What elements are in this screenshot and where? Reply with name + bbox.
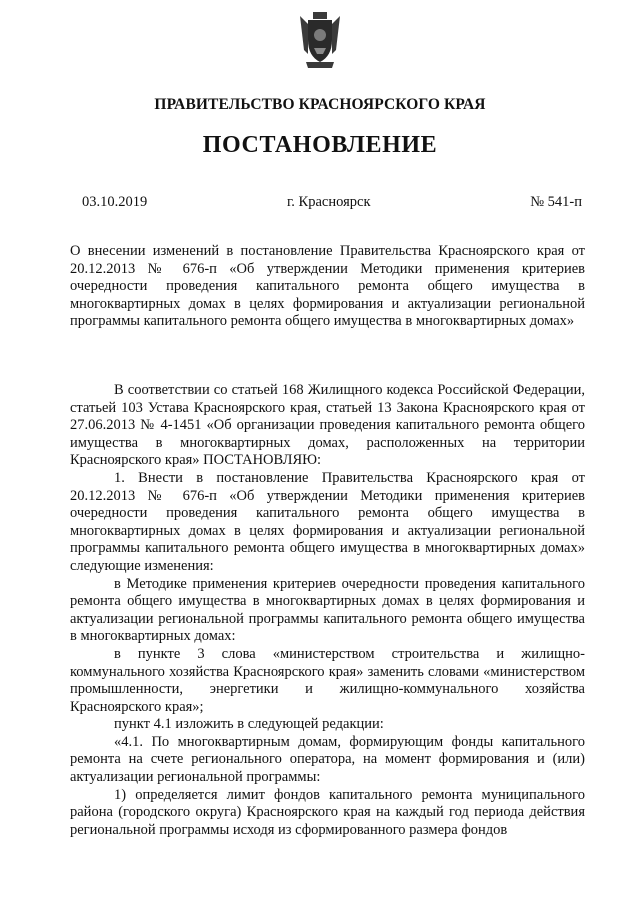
body-paragraph: 1) определяется лимит фондов капитального ремонта муниципального района (городского округа) Красноярского края на каждый год периода действия региональной программы исходя из сформированного размера фондов [70,786,585,838]
document-type: ПОСТАНОВЛЕНИЕ [202,132,438,158]
body-paragraph: в Методике применения критериев очередности проведения капитального ремонта общего имущества в многоквартирных домах в целях формирования и актуализации региональной программы капитального ремонта общего имущества в многоквартирных домах: [70,575,585,645]
subject-text: О внесении изменений в постановление Правительства Красноярского края от 20.12.2013 № 676-п «Об утверждении Методики применения критериев очередности проведения капитального ремонта общего имущества в многоквартирных домах в целях формирования и актуализации региональной программы капитального ремонта общего имущества в многоквартирных домах» [70,243,585,330]
body-paragraph: «4.1. По многоквартирным домам, формирующим фонды капитального ремонта на счете регионального оператора, на момент формирования и (или) актуализации региональной программы: [70,733,585,786]
body-paragraph: пункт 4.1 изложить в следующей редакции: [114,716,384,733]
document-number: № 541-п [530,194,582,210]
body-paragraph: в пункте 3 слова «министерством строительства и жилищно-коммунального хозяйства Красноярского края» заменить словами «министерством промышленности, энергетики и жилищно-коммунального хозяйства Красноярского края»; [70,645,585,715]
document-date: 03.10.2019 [82,194,148,210]
government-name: ПРАВИТЕЛЬСТВО КРАСНОЯРСКОГО КРАЯ [154,96,486,113]
document-subject [70,243,585,331]
document-city: г. Красноярск [287,194,371,210]
body-paragraph: 1. Внести в постановление Правительства Красноярского края от 20.12.2013 № 676-п «Об утверждении Методики применения критериев очередности проведения капитального ремонта общего имущества в многоквартирных домах в целях формирования и актуализации региональной программы капитального ремонта общего имущества в многоквартирных домах» следующие изменения: [70,469,585,574]
document-meta [82,194,582,214]
body-paragraph: В соответствии со статьей 168 Жилищного кодекса Российской Федерации, статьей 103 Устава Красноярского края, статьей 13 Закона Красноярского края от 27.06.2013 № 4-1451 «Об организации проведения капитального ремонта общего имущества в многоквартирных домах, расположенных на территории Красноярского края» ПОСТАНОВЛЯЮ: [70,382,585,469]
document-body [70,382,585,839]
coat-of-arms-icon [296,10,344,70]
